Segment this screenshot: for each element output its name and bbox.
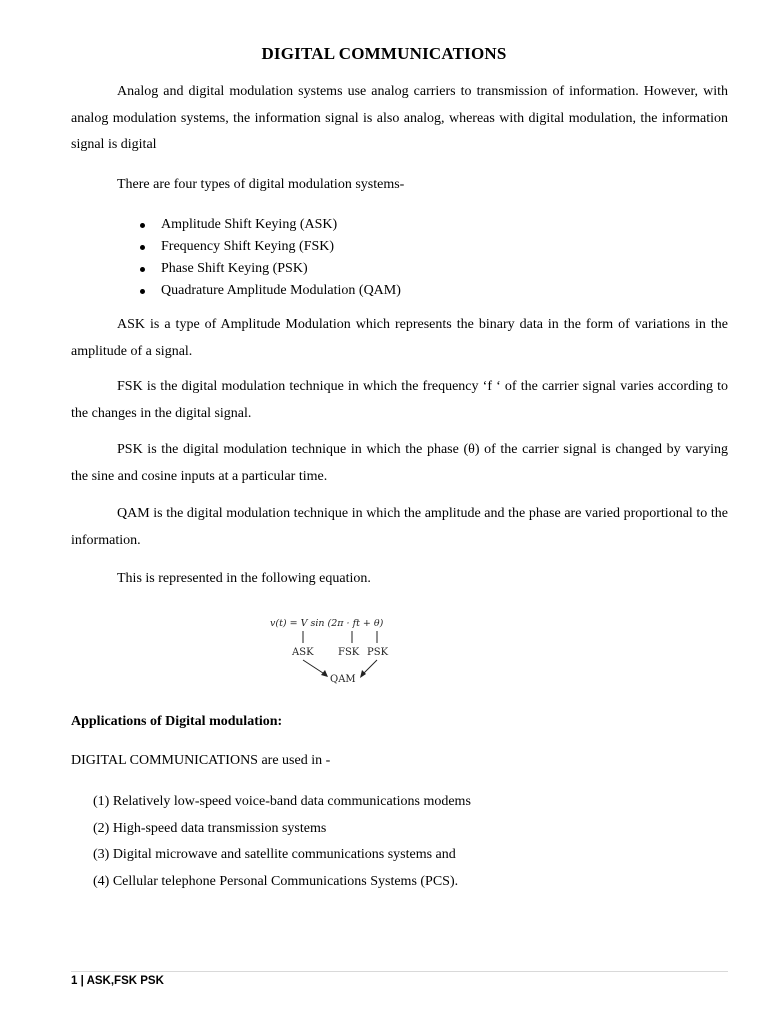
list-item: (3) Digital microwave and satellite communications systems and	[93, 847, 456, 862]
label-ask: ASK	[292, 647, 314, 658]
list-item: (2) High-speed data transmission systems	[93, 820, 327, 836]
footer-divider	[71, 971, 728, 972]
intro-paragraph: Analog and digital modulation systems use analog carriers to transmission of information. However, with analog modulation systems, the information signal is also analog, whereas with digital modulation, the information signal is digital	[71, 84, 728, 152]
psk-paragraph: PSK is the digital modulation technique in which the phase (θ) of the carrier signal is changed by varying the sine and cosine inputs at a particular time.	[71, 442, 728, 484]
equation-intro: This is represented in the following equation.	[117, 571, 371, 586]
list-item: Frequency Shift Keying (FSK)	[138, 236, 401, 258]
applications-list	[93, 789, 471, 895]
equation-formula: v(t) = V sin (2π · ft + θ)	[270, 618, 384, 629]
modulation-equation-figure	[266, 612, 396, 690]
ask-paragraph: ASK is a type of Amplitude Modulation which represents the binary data in the form of variations in the amplitude of a signal.	[71, 317, 728, 359]
list-item: (1) Relatively low-speed voice-band data communications modems	[93, 794, 471, 809]
list-item: Amplitude Shift Keying (ASK)	[138, 214, 401, 236]
page-footer: 1 | ASK,FSK PSK	[71, 975, 164, 987]
types-intro: There are four types of digital modulation systems-	[117, 177, 405, 192]
qam-paragraph: QAM is the digital modulation technique in which the amplitude and the phase are varied proportional to the information.	[71, 506, 728, 548]
bullet-icon	[140, 245, 145, 250]
bullet-icon	[140, 267, 145, 272]
applications-intro: DIGITAL COMMUNICATIONS are used in -	[71, 753, 331, 768]
list-item: Quadrature Amplitude Modulation (QAM)	[138, 280, 401, 302]
ask-to-qam-arrow	[303, 660, 326, 675]
fsk-paragraph: FSK is the digital modulation technique in which the frequency ‘f ‘ of the carrier signal varies according to the changes in the digital signal.	[71, 379, 728, 421]
bullet-icon	[140, 289, 145, 294]
label-qam: QAM	[330, 674, 356, 685]
list-item: Phase Shift Keying (PSK)	[138, 258, 401, 280]
label-psk: PSK	[367, 647, 389, 658]
list-item: (4) Cellular telephone Personal Communications Systems (PCS).	[93, 873, 459, 889]
bullet-icon	[140, 223, 145, 228]
page-title: DIGITAL COMMUNICATIONS	[261, 44, 507, 63]
applications-heading: Applications of Digital modulation:	[71, 714, 283, 729]
ask-arrowhead-icon	[321, 670, 328, 677]
modulation-types-list	[138, 214, 401, 302]
label-fsk: FSK	[338, 647, 360, 658]
